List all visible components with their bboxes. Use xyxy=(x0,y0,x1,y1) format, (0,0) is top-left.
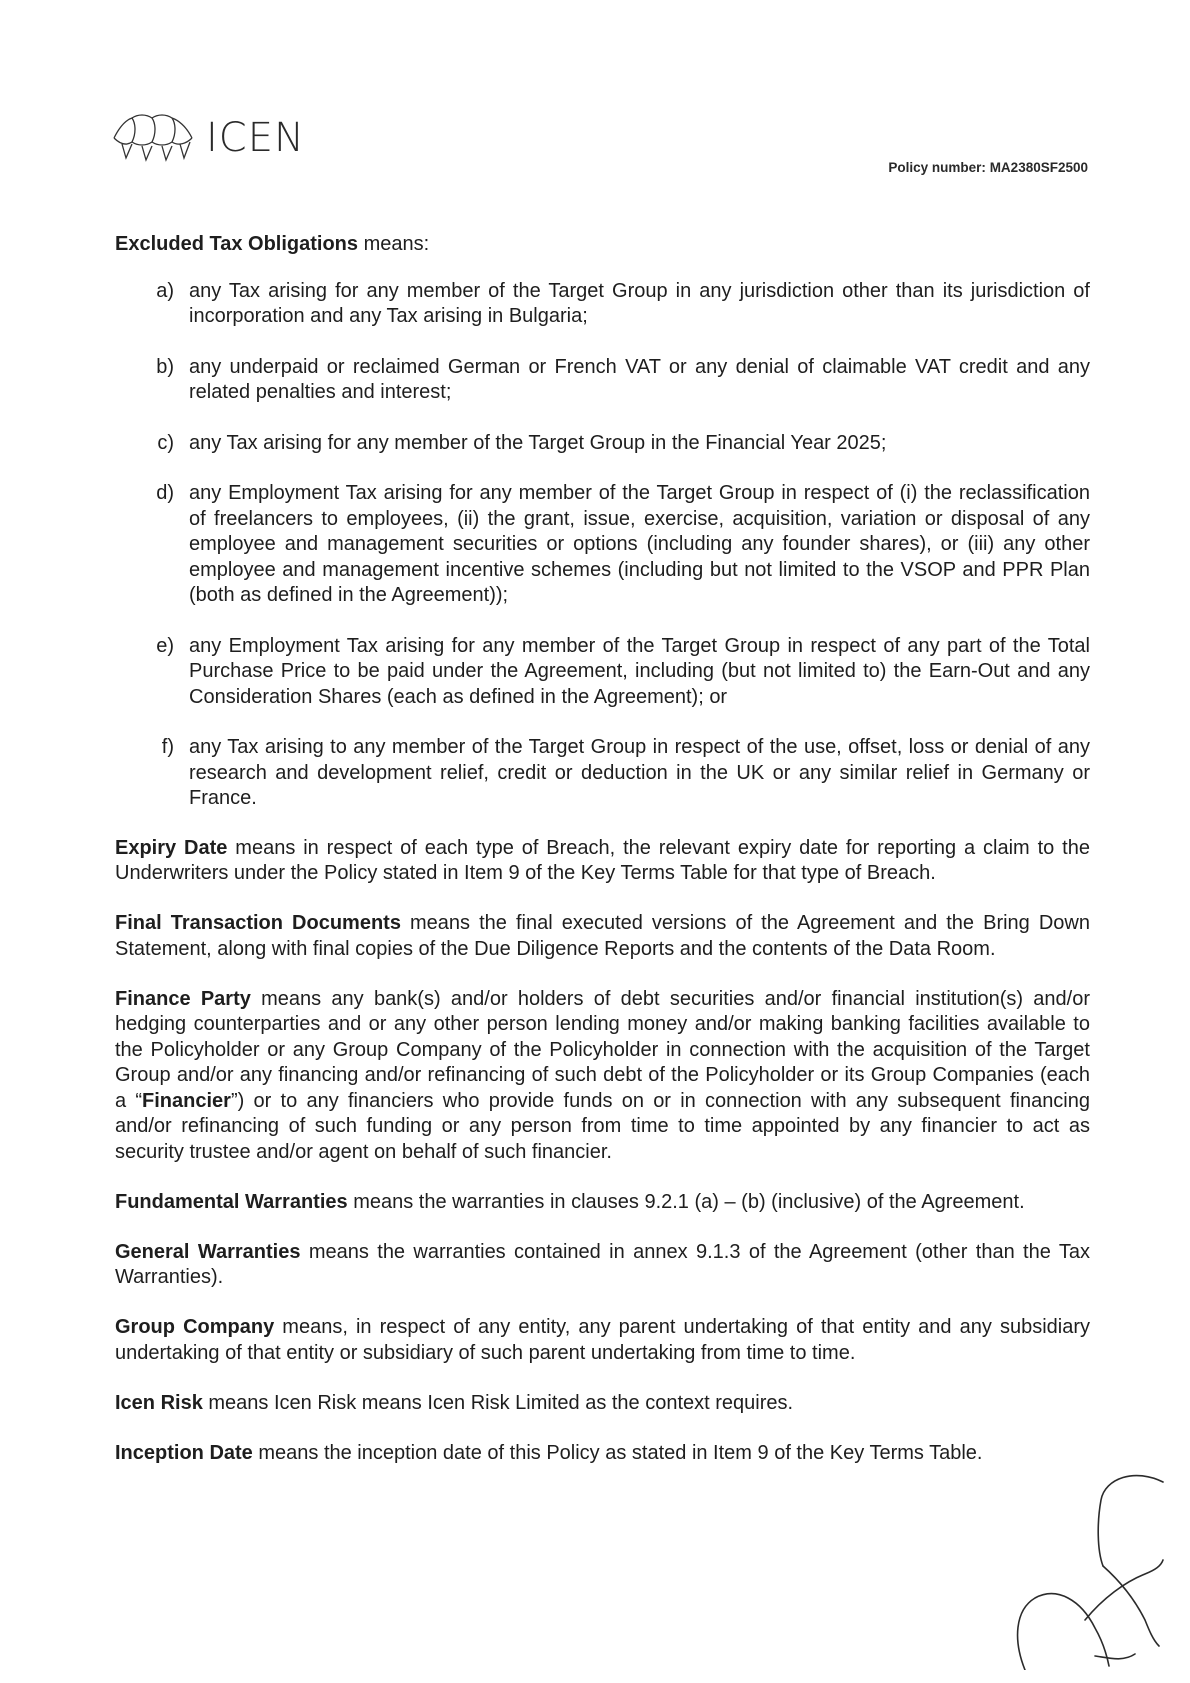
definition-term: General Warranties xyxy=(115,1240,301,1263)
definition-text: means, in respect of any entity, any parent undertaking of that entity and any subsidiary undertaking of that entity or subsidiary of such parent undertaking from time to time. xyxy=(115,1316,1090,1364)
list-item xyxy=(115,279,1090,330)
definition-text: means any bank(s) and/or holders of debt securities and/or financial institution(s) and/or hedging counterparties and or any other person lending money and/or making banking facilities available to the Policyholder or any Group Company of the Policyholder in connection with the acquisition of the Target Group and/or any financing and/or refinancing of such debt of the Policyholder or its Group Companies (each a “ xyxy=(115,987,1090,1112)
list-item xyxy=(115,355,1090,406)
handwritten-initials-signature xyxy=(985,1470,1170,1670)
definition-term: Inception Date xyxy=(115,1441,253,1464)
definition-term: Icen Risk xyxy=(115,1391,203,1414)
policy-number-label: Policy number: xyxy=(888,160,986,175)
policy-number-line xyxy=(888,160,1088,175)
definition-inception-date xyxy=(115,1441,1090,1467)
definition-final-transaction-documents xyxy=(115,911,1090,962)
policy-number-value: MA2380SF2500 xyxy=(989,160,1088,175)
definition-icen-risk xyxy=(115,1391,1090,1417)
definition-text: means the final executed versions of the Agreement and the Bring Down Statement, along with final copies of the Due Diligence Reports and the contents of the Data Room. xyxy=(115,912,1090,960)
definition-term: Excluded Tax Obligations xyxy=(115,233,359,255)
list-marker: a) xyxy=(156,279,174,302)
definition-term: Finance Party xyxy=(115,987,251,1010)
list-item-text: any Employment Tax arising for any member of the Target Group in respect of any part of the Total Purchase Price to be paid under the Agreement, including (but not limited to) the Earn-Out and any Consideration Shares (each as defined in the Agreement); or xyxy=(189,634,1090,708)
excluded-tax-list xyxy=(115,279,1090,812)
logo-text: ICEN xyxy=(206,115,305,161)
logo-mark-icon xyxy=(112,112,194,164)
definition-finance-party xyxy=(115,987,1090,1166)
definition-text: means the warranties contained in annex 9.1.3 of the Agreement (other than the Tax Warranties). xyxy=(115,1240,1090,1288)
list-marker: e) xyxy=(156,634,174,657)
definition-text: means in respect of each type of Breach, the relevant expiry date for reporting a claim to the Underwriters under the Policy stated in Item 9 of the Key Terms Table for that type of Breach. xyxy=(115,836,1090,884)
definition-text: means the inception date of this Policy as stated in Item 9 of the Key Terms Table. xyxy=(252,1441,983,1464)
definition-text: ”) or to any financiers who provide funds on or in connection with any subsequent financing and/or refinancing of such funding or any person from time to time appointed by any financier to act as security trustee and/or agent on behalf of such financier. xyxy=(115,1089,1091,1163)
definition-group-company xyxy=(115,1315,1090,1366)
list-item xyxy=(115,735,1090,812)
definition-term: Final Transaction Documents xyxy=(115,912,401,934)
definition-fundamental-warranties xyxy=(115,1190,1090,1216)
list-marker: d) xyxy=(156,482,174,504)
definition-text: means Icen Risk means Icen Risk Limited as the context requires. xyxy=(202,1391,794,1414)
list-item xyxy=(115,634,1090,711)
list-item xyxy=(115,431,1090,457)
definition-text: means the warranties in clauses 9.2.1 (a) – (b) (inclusive) of the Agreement. xyxy=(347,1190,1025,1213)
list-marker: f) xyxy=(161,736,174,758)
definition-term: Expiry Date xyxy=(115,836,228,859)
list-item-text: any Tax arising for any member of the Target Group in the Financial Year 2025; xyxy=(189,431,887,454)
list-marker: b) xyxy=(156,355,174,378)
company-logo xyxy=(112,112,305,164)
document-body xyxy=(115,232,1090,1491)
list-item-text: any underpaid or reclaimed German or French VAT or any denial of claimable VAT credit and any related penalties and interest; xyxy=(189,355,1090,403)
list-item-text: any Tax arising for any member of the Target Group in any jurisdiction other than its jurisdiction of incorporation and any Tax arising in Bulgaria; xyxy=(189,279,1090,327)
definition-excluded-tax xyxy=(115,232,1090,258)
definition-expiry-date xyxy=(115,836,1090,887)
list-item xyxy=(115,481,1090,609)
definition-term: Group Company xyxy=(115,1316,275,1338)
list-marker: c) xyxy=(157,431,174,454)
list-item-text: any Tax arising to any member of the Target Group in respect of the use, offset, loss or denial of any research and development relief, credit or deduction in the UK or any similar relief in Germany or France. xyxy=(189,736,1090,809)
definition-text: means: xyxy=(358,233,430,255)
definition-term: Fundamental Warranties xyxy=(115,1190,348,1213)
definition-general-warranties xyxy=(115,1240,1090,1291)
defined-term-financier: Financier xyxy=(142,1089,231,1112)
list-item-text: any Employment Tax arising for any member of the Target Group in respect of (i) the reclassification of freelancers to employees, (ii) the grant, issue, exercise, acquisition, variation or disposal of any employee and management securities or options (including any founder shares), or (iii) any other employee and management incentive schemes (including but not limited to the VSOP and PPR Plan (both as defined in the Agreement)); xyxy=(189,482,1090,606)
